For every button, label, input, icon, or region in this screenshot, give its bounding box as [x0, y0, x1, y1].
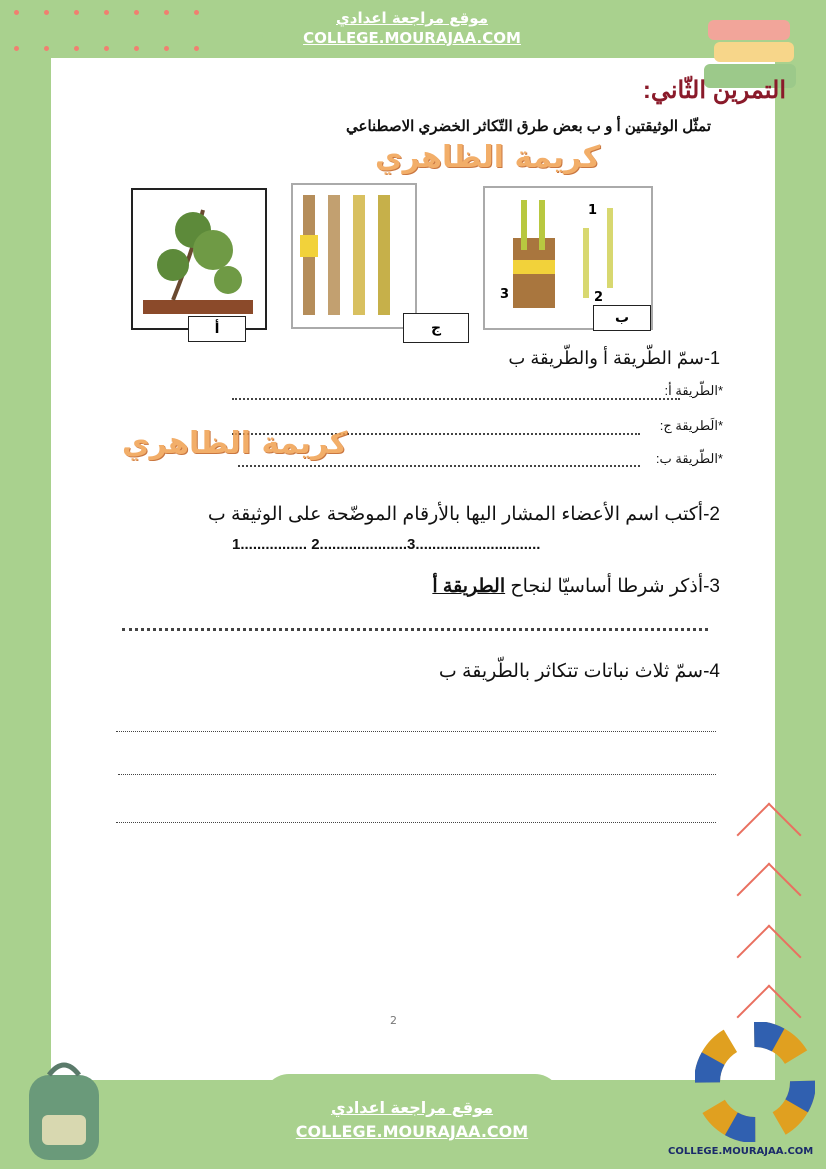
header-site-en: COLLEGE.MOURAJAA.COM	[303, 29, 521, 47]
figure-b-number-2: 2	[594, 290, 604, 305]
question-3-bold: الطريقة أ	[432, 576, 506, 597]
q1-line-a-label: *الطّريقة أ:	[664, 383, 723, 398]
exercise-intro: تمثّل الوثيقتين أ و ب بعض طرق التّكاثر الخضري الاصطناعي	[346, 118, 711, 135]
footer-banner	[263, 1074, 561, 1169]
question-3	[432, 575, 720, 598]
page-number: 2	[390, 1014, 397, 1027]
site-logo-text: COLLEGE.MOURAJAA.COM	[668, 1146, 814, 1157]
backpack-icon	[14, 1055, 114, 1165]
site-logo-icon	[695, 1022, 815, 1142]
figure-b-number-3: 3	[500, 287, 510, 302]
footer-site-ar: موقع مراجعة اعدادي	[330, 1098, 494, 1117]
q4-answer-2[interactable]	[118, 774, 716, 775]
question-3-text: 3-أذكر شرطا أساسيّا لنجاح	[505, 576, 720, 597]
figure-c-label: ج	[403, 313, 469, 343]
q1-line-c-label: *الَطريقة ج:	[659, 418, 723, 433]
question-4: 4-سمّ ثلاث نباتات تتكاثر بالطّريقة ب	[438, 661, 720, 682]
q1-line-b-label: *الطّريقة ب:	[655, 451, 723, 466]
watermark: كريمة الظاهري	[375, 140, 601, 175]
watermark: كريمة الظاهري	[122, 426, 348, 461]
q3-answer[interactable]	[122, 628, 708, 631]
q4-answer-3[interactable]	[116, 822, 716, 823]
q4-answer-1[interactable]	[116, 731, 716, 732]
q2-answer-line[interactable]: 1................ 2.....................3..............................	[232, 536, 541, 553]
question-1: 1-سمّ الطّريقة أ والطّريقة ب	[508, 348, 720, 368]
figure-a-label: أ	[188, 316, 246, 342]
exercise-title: التمرين الثّاني:	[642, 77, 786, 104]
figure-c-image	[291, 183, 417, 329]
figure-b-label: ب	[593, 305, 651, 331]
q1-answer-a[interactable]	[232, 398, 680, 400]
footer-site-en: COLLEGE.MOURAJAA.COM	[295, 1122, 529, 1141]
header-banner	[262, 0, 562, 58]
question-2: 2-أكتب اسم الأعضاء المشار اليها بالأرقام الموضّحة على الوثيقة ب	[207, 504, 720, 525]
figure-b-number-1: 1	[588, 203, 598, 218]
figure-a-image	[131, 188, 267, 330]
header-site-ar: موقع مراجعة اعدادي	[336, 9, 488, 27]
q1-answer-b[interactable]	[238, 465, 640, 467]
